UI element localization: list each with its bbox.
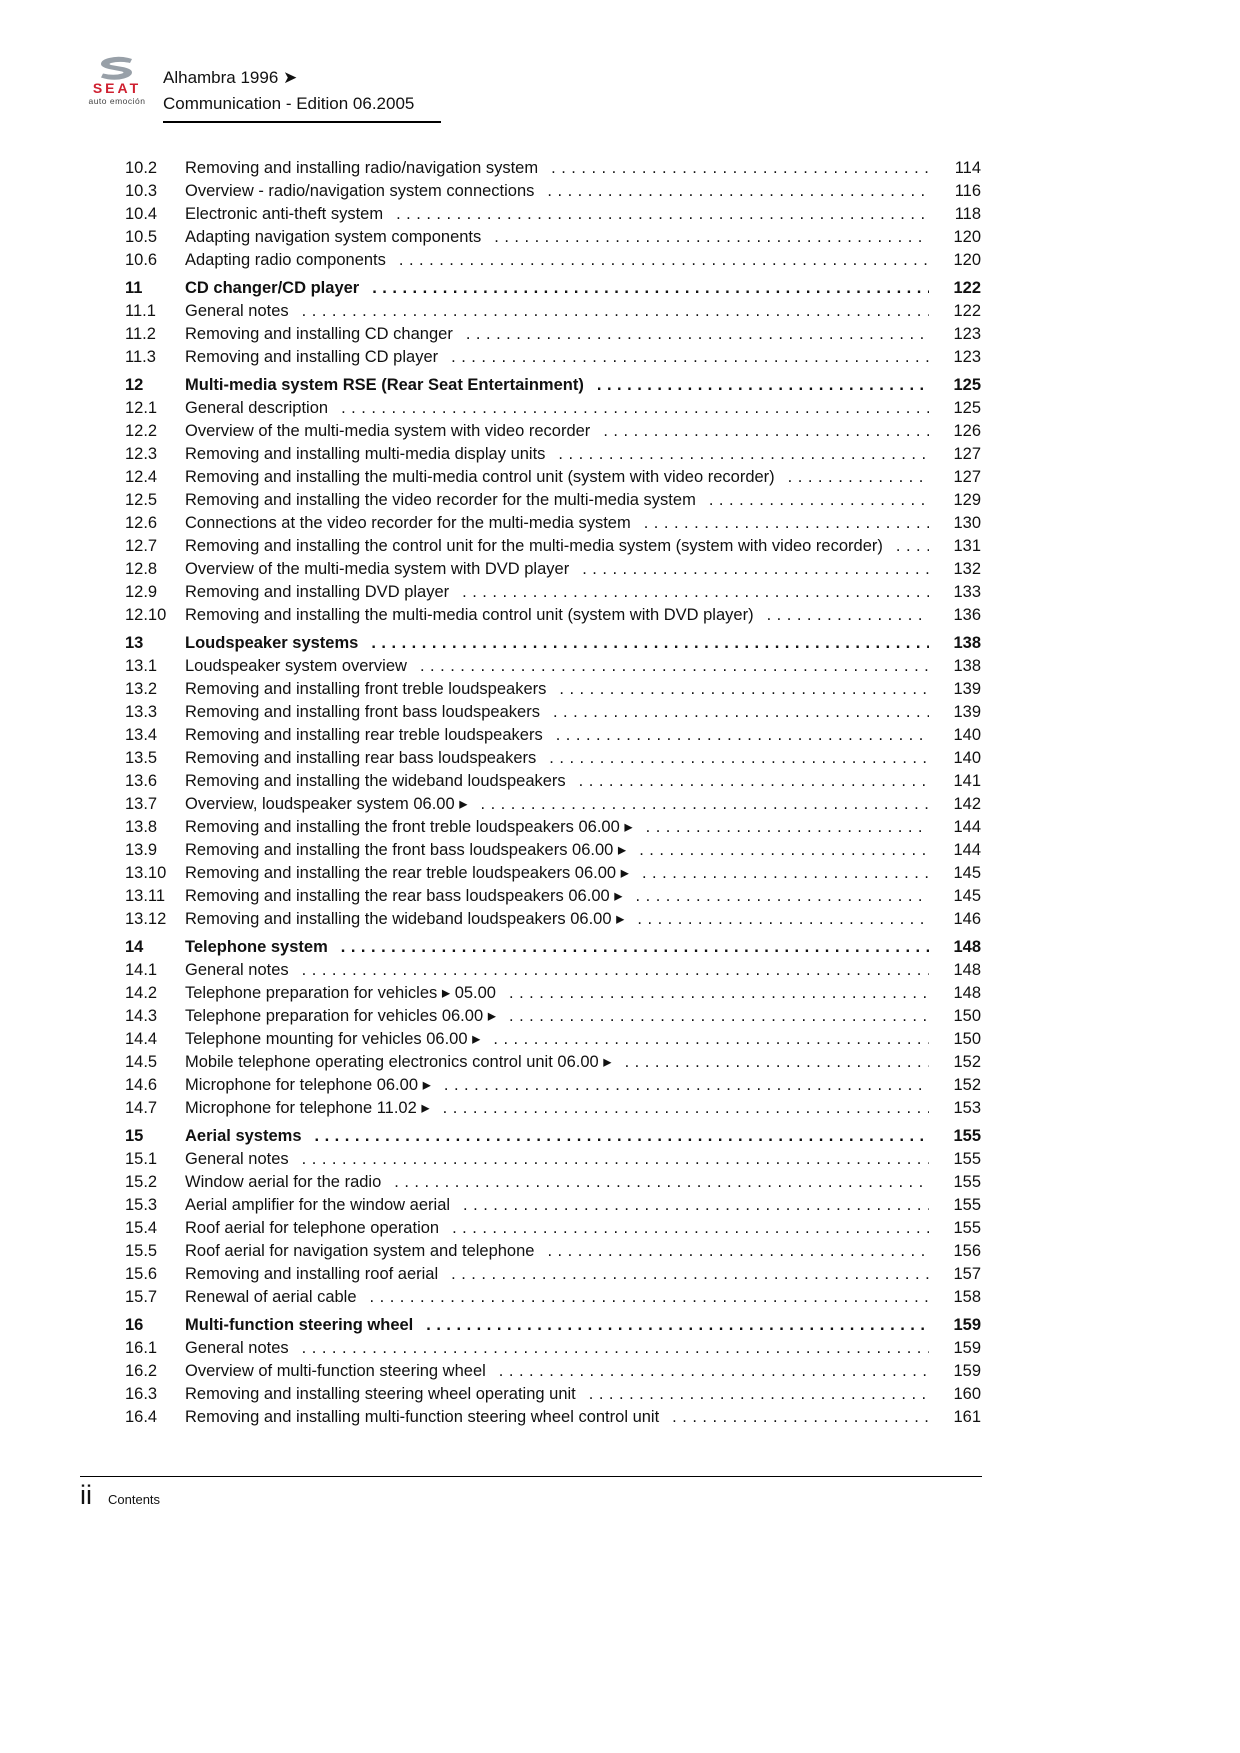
page-header — [85, 56, 441, 123]
toc-entry — [125, 793, 981, 816]
toc-entry-number: 15.3 — [125, 1196, 158, 1214]
toc-entry-page: 145 — [953, 864, 981, 882]
toc-entry-number: 13.1 — [125, 657, 158, 675]
toc-entry-number: 15.1 — [125, 1150, 158, 1168]
toc-entry-page: 139 — [953, 680, 981, 698]
brand-name: SEAT — [92, 80, 142, 96]
toc-entry-title: Overview of the multi-media system with DVD player — [185, 560, 570, 578]
toc-entry-title: Telephone system — [185, 938, 328, 956]
dot-leader — [420, 655, 929, 678]
toc-entry — [125, 1148, 981, 1171]
dot-leader — [625, 1051, 929, 1074]
toc-entry-number: 12.2 — [125, 422, 158, 440]
toc-entry — [125, 862, 981, 885]
toc-entry-title: Removing and installing multi-function steering wheel control unit — [185, 1408, 660, 1426]
toc-entry-page: 148 — [953, 961, 981, 979]
dot-leader — [553, 701, 929, 724]
toc-entry-page: 159 — [953, 1316, 981, 1334]
toc-entry-number: 11.3 — [125, 348, 156, 366]
dot-leader — [556, 724, 929, 747]
toc-entry-page: 132 — [953, 560, 981, 578]
toc-entry-page: 155 — [953, 1150, 981, 1168]
toc-entry — [125, 1240, 981, 1263]
toc-entry-title: Microphone for telephone 11.02 ▸ — [185, 1099, 430, 1117]
toc-entry-title: Removing and installing DVD player — [185, 583, 450, 601]
toc-entry-title: General notes — [185, 961, 289, 979]
toc-entry-page: 136 — [953, 606, 981, 624]
toc-entry-number: 12.9 — [125, 583, 158, 601]
toc-entry-title: Removing and installing the rear treble loudspeakers 06.00 ▸ — [185, 864, 629, 882]
dot-leader — [642, 862, 929, 885]
table-of-contents — [125, 157, 981, 1429]
dot-leader — [462, 581, 929, 604]
toc-entry — [125, 249, 981, 272]
toc-entry-title: Telephone preparation for vehicles 06.00 ▸ — [185, 1007, 496, 1025]
toc-entry-number: 15.4 — [125, 1219, 158, 1237]
dot-leader — [499, 1360, 929, 1383]
toc-entry-number: 12 — [125, 376, 144, 394]
toc-entry — [125, 724, 981, 747]
toc-entry-number: 16 — [125, 1316, 144, 1334]
seat-logo — [85, 56, 149, 106]
dot-leader — [463, 1194, 929, 1217]
toc-entry — [125, 180, 981, 203]
seat-s-icon — [99, 56, 135, 80]
toc-entry-title: Electronic anti-theft system — [185, 205, 384, 223]
toc-entry-number: 10.4 — [125, 205, 158, 223]
toc-entry — [125, 558, 981, 581]
toc-entry-title: Removing and installing the multi-media control unit (system with video recorder) — [185, 468, 775, 486]
toc-entry-page: 159 — [953, 1362, 981, 1380]
toc-entry-title: Roof aerial for navigation system and telephone — [185, 1242, 535, 1260]
toc-entry — [125, 420, 981, 443]
footer-label: Contents — [108, 1492, 161, 1507]
dot-leader — [371, 632, 929, 655]
toc-entry — [125, 1074, 981, 1097]
toc-entry-title: Multi-function steering wheel — [185, 1316, 414, 1334]
toc-entry — [125, 1125, 981, 1148]
toc-entry-page: 145 — [953, 887, 981, 905]
toc-entry-title: Removing and installing roof aerial — [185, 1265, 439, 1283]
toc-entry-title: Adapting navigation system components — [185, 228, 482, 246]
toc-entry — [125, 466, 981, 489]
page-footer — [80, 1476, 982, 1509]
toc-entry-page: 146 — [953, 910, 981, 928]
toc-entry-number: 15.2 — [125, 1173, 158, 1191]
toc-entry-page: 140 — [953, 726, 981, 744]
toc-entry-page: 139 — [953, 703, 981, 721]
dot-leader — [399, 249, 929, 272]
dot-leader — [466, 323, 929, 346]
toc-entry-number: 13.7 — [125, 795, 158, 813]
toc-entry — [125, 157, 981, 180]
toc-entry-page: 123 — [953, 325, 981, 343]
toc-entry-number: 16.4 — [125, 1408, 158, 1426]
toc-entry — [125, 959, 981, 982]
toc-entry — [125, 300, 981, 323]
toc-entry-number: 12.8 — [125, 560, 158, 578]
toc-entry-page: 148 — [953, 984, 981, 1002]
toc-entry-number: 11 — [125, 279, 143, 297]
toc-entry-page: 150 — [953, 1007, 981, 1025]
toc-entry-number: 12.3 — [125, 445, 158, 463]
toc-entry-number: 11.2 — [125, 325, 156, 343]
toc-entry — [125, 1005, 981, 1028]
dot-leader — [372, 277, 929, 300]
dot-leader — [672, 1406, 929, 1429]
dot-leader — [636, 885, 929, 908]
dot-leader — [637, 908, 929, 931]
toc-entry-page: 118 — [954, 205, 981, 223]
toc-entry-title: Loudspeaker system overview — [185, 657, 407, 675]
toc-entry-page: 122 — [953, 302, 981, 320]
dot-leader — [451, 1263, 929, 1286]
toc-entry-title: Removing and installing CD player — [185, 348, 439, 366]
toc-entry — [125, 816, 981, 839]
toc-entry — [125, 982, 981, 1005]
toc-entry-title: Removing and installing the control unit for the multi-media system (system with video recorder) — [185, 537, 883, 555]
toc-entry-number: 13.10 — [125, 864, 167, 882]
dot-leader — [452, 1217, 929, 1240]
toc-entry — [125, 604, 981, 627]
toc-entry-title: Telephone preparation for vehicles ▸ 05.00 — [185, 984, 496, 1002]
toc-entry-number: 13 — [125, 634, 144, 652]
toc-entry-number: 13.6 — [125, 772, 158, 790]
dot-leader — [302, 1337, 929, 1360]
toc-entry-title: Removing and installing front treble loudspeakers — [185, 680, 547, 698]
toc-entry-number: 13.5 — [125, 749, 158, 767]
toc-entry-number: 12.10 — [125, 606, 167, 624]
toc-entry — [125, 1263, 981, 1286]
toc-entry-number: 13.11 — [125, 887, 166, 905]
toc-entry-title: General notes — [185, 1339, 289, 1357]
toc-entry — [125, 489, 981, 512]
toc-entry-number: 10.2 — [125, 159, 158, 177]
dot-leader — [396, 203, 929, 226]
toc-entry — [125, 1171, 981, 1194]
toc-entry — [125, 1383, 981, 1406]
toc-entry — [125, 535, 981, 558]
toc-entry-title: Removing and installing the rear bass loudspeakers 06.00 ▸ — [185, 887, 623, 905]
toc-entry-number: 15.7 — [125, 1288, 158, 1306]
toc-entry-page: 123 — [953, 348, 981, 366]
toc-entry-title: Removing and installing CD changer — [185, 325, 453, 343]
toc-entry — [125, 512, 981, 535]
toc-entry — [125, 374, 981, 397]
toc-entry — [125, 581, 981, 604]
dot-leader — [509, 982, 929, 1005]
toc-entry-page: 155 — [953, 1219, 981, 1237]
dot-leader — [589, 1383, 929, 1406]
toc-entry-page: 127 — [953, 468, 981, 486]
toc-entry-number: 14 — [125, 938, 144, 956]
toc-entry — [125, 678, 981, 701]
toc-entry-page: 159 — [953, 1339, 981, 1357]
dot-leader — [451, 346, 929, 369]
toc-entry-page: 120 — [953, 228, 981, 246]
dot-leader — [341, 936, 929, 959]
toc-entry-page: 116 — [954, 182, 981, 200]
toc-entry-page: 126 — [953, 422, 981, 440]
toc-entry-number: 15.6 — [125, 1265, 158, 1283]
toc-entry-title: Telephone mounting for vehicles 06.00 ▸ — [185, 1030, 481, 1048]
toc-entry — [125, 203, 981, 226]
toc-entry-number: 15.5 — [125, 1242, 158, 1260]
dot-leader — [788, 466, 929, 489]
toc-entry-title: Aerial amplifier for the window aerial — [185, 1196, 451, 1214]
page-number: ii — [80, 1480, 92, 1510]
toc-entry-number: 15 — [125, 1127, 144, 1145]
toc-entry-number: 12.6 — [125, 514, 158, 532]
toc-entry — [125, 701, 981, 724]
toc-entry-number: 14.4 — [125, 1030, 158, 1048]
dot-leader — [426, 1314, 929, 1337]
toc-entry — [125, 936, 981, 959]
toc-entry-page: 129 — [953, 491, 981, 509]
toc-entry-title: Window aerial for the radio — [185, 1173, 382, 1191]
toc-entry-page: 148 — [953, 938, 981, 956]
toc-entry — [125, 1286, 981, 1309]
toc-entry-page: 160 — [953, 1385, 981, 1403]
toc-entry — [125, 323, 981, 346]
toc-entry-number: 14.5 — [125, 1053, 158, 1071]
toc-entry-title: Renewal of aerial cable — [185, 1288, 357, 1306]
toc-entry-title: Removing and installing rear treble loudspeakers — [185, 726, 543, 744]
toc-entry-title: CD changer/CD player — [185, 279, 360, 297]
toc-entry-number: 13.3 — [125, 703, 158, 721]
document-title: Communication - Edition 06.2005 — [163, 94, 415, 113]
toc-entry-page: 144 — [953, 841, 981, 859]
toc-entry-number: 13.9 — [125, 841, 158, 859]
toc-entry-page: 133 — [953, 583, 981, 601]
toc-entry-page: 152 — [953, 1076, 981, 1094]
dot-leader — [549, 747, 929, 770]
toc-entry-number: 13.2 — [125, 680, 158, 698]
toc-entry-title: Aerial systems — [185, 1127, 302, 1145]
toc-entry-page: 138 — [953, 634, 981, 652]
toc-entry — [125, 346, 981, 369]
toc-entry-page: 161 — [953, 1408, 981, 1426]
dot-leader — [579, 770, 929, 793]
dot-leader — [639, 839, 929, 862]
toc-entry-page: 157 — [953, 1265, 981, 1283]
toc-entry-number: 14.1 — [125, 961, 158, 979]
toc-entry — [125, 1194, 981, 1217]
dot-leader — [603, 420, 929, 443]
toc-entry-page: 125 — [953, 376, 981, 394]
toc-entry-page: 130 — [953, 514, 981, 532]
toc-entry-page: 155 — [953, 1196, 981, 1214]
toc-entry-title: Removing and installing rear bass loudspeakers — [185, 749, 537, 767]
toc-entry-title: Removing and installing the multi-media control unit (system with DVD player) — [185, 606, 754, 624]
toc-entry-page: 158 — [953, 1288, 981, 1306]
dot-leader — [494, 226, 929, 249]
toc-entry — [125, 747, 981, 770]
toc-entry-title: Removing and installing the wideband loudspeakers — [185, 772, 566, 790]
toc-entry-page: 142 — [953, 795, 981, 813]
toc-entry — [125, 226, 981, 249]
dot-leader — [551, 157, 929, 180]
toc-entry-number: 10.6 — [125, 251, 158, 269]
toc-entry-title: Overview, loudspeaker system 06.00 ▸ — [185, 795, 468, 813]
toc-entry-title: Removing and installing the front bass loudspeakers 06.00 ▸ — [185, 841, 627, 859]
dot-leader — [896, 535, 929, 558]
dot-leader — [767, 604, 929, 627]
dot-leader — [646, 816, 929, 839]
toc-entry-page: 144 — [953, 818, 981, 836]
toc-entry — [125, 397, 981, 420]
dot-leader — [493, 1028, 929, 1051]
toc-entry-title: General description — [185, 399, 329, 417]
toc-entry-title: Overview of the multi-media system with video recorder — [185, 422, 591, 440]
dot-leader — [558, 443, 929, 466]
dot-leader — [370, 1286, 929, 1309]
toc-entry — [125, 632, 981, 655]
toc-entry-page: 131 — [953, 537, 981, 555]
toc-entry-number: 13.8 — [125, 818, 158, 836]
dot-leader — [341, 397, 929, 420]
toc-entry-title: Adapting radio components — [185, 251, 386, 269]
toc-entry — [125, 443, 981, 466]
toc-entry-title: General notes — [185, 302, 289, 320]
toc-entry-title: Removing and installing front bass loudspeakers — [185, 703, 540, 721]
dot-leader — [547, 1240, 929, 1263]
toc-entry-page: 127 — [953, 445, 981, 463]
toc-entry-number: 12.5 — [125, 491, 158, 509]
toc-entry-title: Removing and installing the video recorder for the multi-media system — [185, 491, 696, 509]
toc-entry-number: 13.4 — [125, 726, 158, 744]
dot-leader — [582, 558, 929, 581]
toc-entry-page: 120 — [953, 251, 981, 269]
dot-leader — [644, 512, 929, 535]
toc-entry — [125, 839, 981, 862]
toc-entry-page: 152 — [953, 1053, 981, 1071]
toc-entry-title: Removing and installing the front treble loudspeakers 06.00 ▸ — [185, 818, 633, 836]
toc-entry-number: 13.12 — [125, 910, 167, 928]
dot-leader — [509, 1005, 929, 1028]
dot-leader — [302, 300, 929, 323]
toc-entry-number: 12.4 — [125, 468, 158, 486]
dot-leader — [597, 374, 929, 397]
toc-entry-number: 16.2 — [125, 1362, 158, 1380]
toc-entry-page: 150 — [953, 1030, 981, 1048]
toc-entry-title: Multi-media system RSE (Rear Seat Entertainment) — [185, 376, 584, 394]
toc-entry-title: Removing and installing the wideband loudspeakers 06.00 ▸ — [185, 910, 625, 928]
dot-leader — [302, 1148, 929, 1171]
toc-entry-page: 114 — [954, 159, 981, 177]
toc-entry — [125, 1028, 981, 1051]
dot-leader — [315, 1125, 930, 1148]
dot-leader — [443, 1097, 929, 1120]
toc-entry-page: 153 — [953, 1099, 981, 1117]
toc-entry-page: 155 — [953, 1127, 981, 1145]
toc-entry-page: 125 — [953, 399, 981, 417]
toc-entry — [125, 1314, 981, 1337]
toc-entry — [125, 277, 981, 300]
toc-entry-page: 140 — [953, 749, 981, 767]
dot-leader — [709, 489, 929, 512]
toc-entry-title: Mobile telephone operating electronics control unit 06.00 ▸ — [185, 1053, 612, 1071]
dot-leader — [444, 1074, 929, 1097]
toc-entry-page: 138 — [953, 657, 981, 675]
toc-entry — [125, 655, 981, 678]
dot-leader — [481, 793, 930, 816]
toc-entry-title: Removing and installing steering wheel operating unit — [185, 1385, 576, 1403]
model-title: Alhambra 1996 ➤ — [163, 68, 298, 87]
toc-entry-title: Loudspeaker systems — [185, 634, 359, 652]
toc-entry-number: 12.7 — [125, 537, 158, 555]
toc-entry — [125, 1097, 981, 1120]
toc-entry-number: 11.1 — [125, 302, 156, 320]
toc-entry — [125, 1360, 981, 1383]
toc-entry-title: Removing and installing multi-media display units — [185, 445, 546, 463]
brand-tagline: auto emoción — [88, 96, 146, 106]
toc-entry-number: 14.2 — [125, 984, 158, 1002]
toc-entry — [125, 1217, 981, 1240]
toc-entry-number: 14.3 — [125, 1007, 158, 1025]
toc-entry — [125, 885, 981, 908]
toc-entry-number: 14.6 — [125, 1076, 158, 1094]
toc-entry — [125, 908, 981, 931]
toc-entry — [125, 1337, 981, 1360]
toc-entry-number: 16.3 — [125, 1385, 158, 1403]
toc-entry-title: Microphone for telephone 06.00 ▸ — [185, 1076, 431, 1094]
toc-entry-number: 10.3 — [125, 182, 158, 200]
toc-entry-number: 12.1 — [125, 399, 158, 417]
toc-entry-page: 122 — [953, 279, 981, 297]
toc-entry-title: Overview of multi-function steering wheel — [185, 1362, 486, 1380]
dot-leader — [394, 1171, 929, 1194]
toc-entry-number: 14.7 — [125, 1099, 158, 1117]
toc-entry-title: Connections at the video recorder for the multi-media system — [185, 514, 631, 532]
toc-entry-title: General notes — [185, 1150, 289, 1168]
toc-entry-page: 155 — [953, 1173, 981, 1191]
dot-leader — [302, 959, 929, 982]
toc-entry — [125, 1406, 981, 1429]
toc-entry — [125, 1051, 981, 1074]
toc-entry-page: 156 — [953, 1242, 981, 1260]
dot-leader — [559, 678, 929, 701]
header-title-block — [163, 56, 441, 123]
toc-entry — [125, 770, 981, 793]
toc-entry-page: 141 — [953, 772, 981, 790]
toc-entry-title: Removing and installing radio/navigation system — [185, 159, 539, 177]
toc-entry-number: 16.1 — [125, 1339, 158, 1357]
dot-leader — [547, 180, 929, 203]
toc-entry-title: Overview - radio/navigation system connections — [185, 182, 535, 200]
toc-entry-number: 10.5 — [125, 228, 158, 246]
toc-entry-title: Roof aerial for telephone operation — [185, 1219, 440, 1237]
